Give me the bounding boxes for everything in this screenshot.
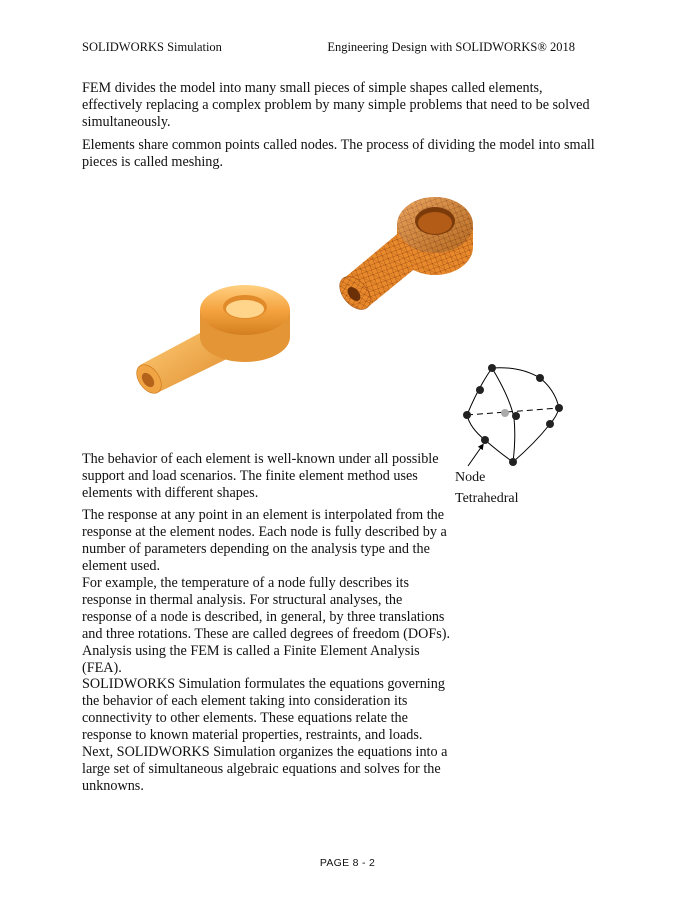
node-label: Node xyxy=(455,470,486,485)
tetrahedral-label: Tetrahedral xyxy=(455,491,519,506)
paragraph-element-behavior: The behavior of each element is well-known under all possible support and load scenarios. The finite element method uses elements with different shapes. xyxy=(82,451,439,501)
node-arrow xyxy=(468,446,482,466)
solid-part-illustration xyxy=(135,275,310,400)
paragraph-solve: Next, SOLIDWORKS Simulation organizes the equations into a large set of simultaneous algebraic equations and solves for the unknowns. xyxy=(82,744,448,794)
paragraph-nodes: Elements share common points called nodes. The process of dividing the model into small pieces is called meshing. xyxy=(82,137,595,170)
node-bottom xyxy=(509,458,517,466)
paragraph-formulation: SOLIDWORKS Simulation formulates the equations governing the behavior of each element taking into consideration its connectivity to other elements. These equations relate the response to known material properties, restraints, and loads. xyxy=(82,676,445,743)
node-center xyxy=(501,409,509,417)
node-left xyxy=(463,411,471,419)
node-lower-left xyxy=(481,436,489,444)
paragraph-node-response: The response at any point in an element is interpolated from the response at the element nodes. Each node is fully described by a number of parameters depending on the analysis type and the element used. xyxy=(82,507,447,574)
node-top xyxy=(488,364,496,372)
paragraph-fem-intro: FEM divides the model into many small pieces of simple shapes called elements, effectively replacing a complex problem by many simple problems that need to be solved simultaneously. xyxy=(82,80,590,130)
node-lower-right xyxy=(546,420,554,428)
page-number: PAGE 8 - 2 xyxy=(319,857,376,869)
paragraph-dofs: For example, the temperature of a node fully describes its response in thermal analysis. For structural analyses, the response of a node is described, in general, by three translations and three rotations. These are called degrees of freedom (DOFs). Analysis using the FEM is called a Finite Element Analysis (FEA). xyxy=(82,575,451,676)
node-upper-right xyxy=(536,374,544,382)
meshed-part-illustration xyxy=(330,185,480,320)
node-right xyxy=(555,404,563,412)
header-left: SOLIDWORKS Simulation xyxy=(82,40,222,54)
node-middle xyxy=(512,412,520,420)
node-upper-left xyxy=(476,386,484,394)
header-right: Engineering Design with SOLIDWORKS® 2018 xyxy=(327,40,575,54)
